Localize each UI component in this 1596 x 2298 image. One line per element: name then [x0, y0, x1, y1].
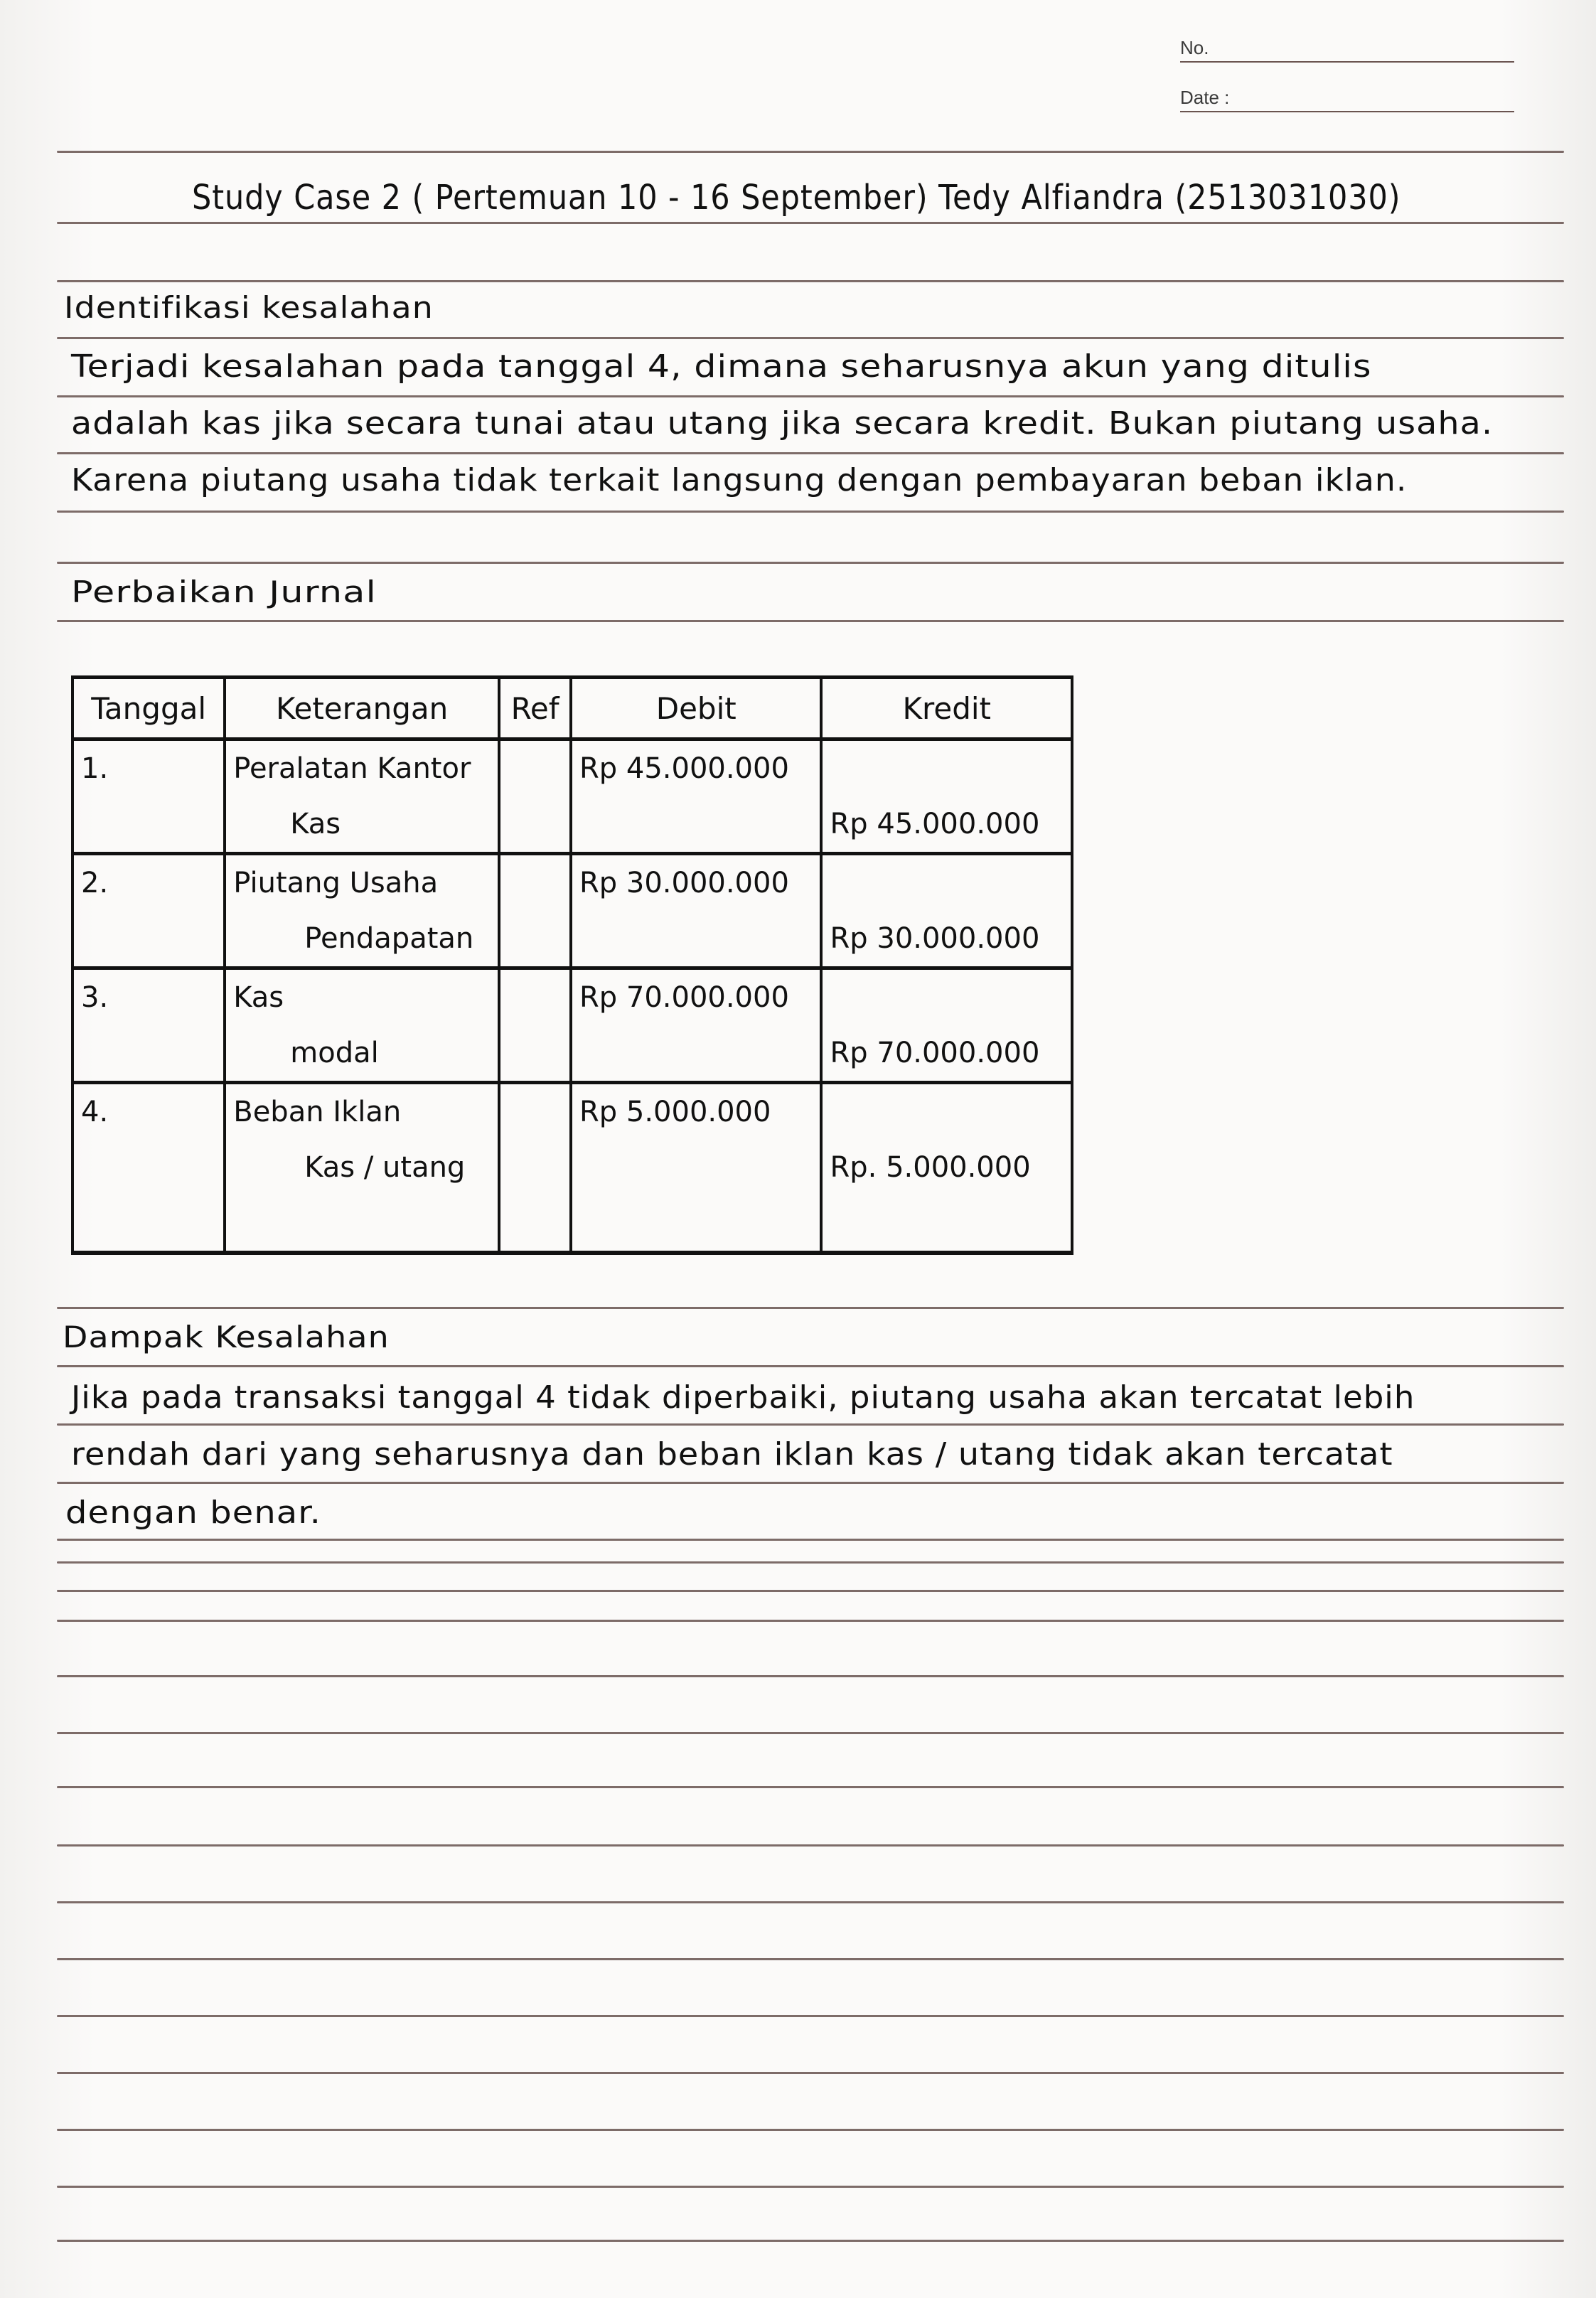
- journal-row-blank: [73, 1195, 1072, 1253]
- journal-row-credit: [73, 796, 1072, 854]
- journal-row-credit: [73, 1140, 1072, 1195]
- page-number-field: [1180, 37, 1209, 59]
- debit-empty: [571, 1025, 821, 1083]
- entry-date: 2.: [73, 854, 225, 912]
- date-empty: [73, 911, 225, 968]
- kredit-empty: [821, 854, 1072, 912]
- debit-empty: [571, 911, 821, 968]
- kredit-amount: Rp 45.000.000: [821, 796, 1072, 854]
- identification-heading: Identifikasi kesalahan: [64, 290, 434, 325]
- impact-heading: Dampak Kesalahan: [63, 1320, 390, 1354]
- kredit-amount: Rp. 5.000.000: [821, 1140, 1072, 1195]
- debit-amount: Rp 70.000.000: [571, 968, 821, 1026]
- debit-empty: [571, 1140, 821, 1195]
- kredit-amount: Rp 30.000.000: [821, 911, 1072, 968]
- debit-account: Piutang Usaha: [225, 854, 499, 912]
- ref-empty: [499, 1140, 571, 1195]
- ref-cell: [499, 1083, 571, 1140]
- journal-row-credit: [73, 1025, 1072, 1083]
- debit-account: Peralatan Kantor: [225, 739, 499, 797]
- date-label: Date :: [1180, 87, 1230, 108]
- credit-account: Kas: [225, 796, 499, 854]
- date-empty: [73, 1025, 225, 1083]
- credit-account: Pendapatan: [225, 911, 499, 968]
- journal-row-debit: [73, 968, 1072, 1026]
- impact-line-3: dengan benar.: [65, 1495, 321, 1531]
- kredit-empty: [821, 968, 1072, 1026]
- credit-account: modal: [225, 1025, 499, 1083]
- debit-amount: Rp 45.000.000: [571, 739, 821, 797]
- ref-cell: [499, 854, 571, 912]
- entry-date: 1.: [73, 739, 225, 797]
- journal-table: [71, 675, 1073, 1255]
- debit-amount: Rp 30.000.000: [571, 854, 821, 912]
- identification-line-3: Karena piutang usaha tidak terkait langsung dengan pembayaran beban iklan.: [71, 462, 1408, 498]
- kredit-empty: [821, 739, 1072, 797]
- date-empty: [73, 796, 225, 854]
- date-field: [1180, 87, 1229, 109]
- credit-account: Kas / utang: [225, 1140, 499, 1195]
- journal-row-debit: [73, 739, 1072, 797]
- identification-line-2: adalah kas jika secara tunai atau utang jika secara kredit. Bukan piutang usaha.: [71, 405, 1494, 442]
- column-header-kredit: Kredit: [821, 678, 1072, 739]
- date-line: [1180, 111, 1514, 112]
- date-empty: [73, 1140, 225, 1195]
- ref-empty: [499, 911, 571, 968]
- debit-account: Beban Iklan: [225, 1083, 499, 1140]
- ref-empty: [499, 796, 571, 854]
- column-header-tanggal: Tanggal: [73, 678, 225, 739]
- impact-line-2: rendah dari yang seharusnya dan beban iklan kas / utang tidak akan tercatat: [71, 1436, 1393, 1473]
- journal-row-debit: [73, 854, 1072, 912]
- column-header-debit: Debit: [571, 678, 821, 739]
- ref-cell: [499, 968, 571, 1026]
- debit-account: Kas: [225, 968, 499, 1026]
- correction-heading: Perbaikan Jurnal: [71, 574, 377, 609]
- entry-date: 3.: [73, 968, 225, 1026]
- entry-date: 4.: [73, 1083, 225, 1140]
- kredit-empty: [821, 1083, 1072, 1140]
- column-header-ref: Ref: [499, 678, 571, 739]
- debit-empty: [571, 796, 821, 854]
- column-header-keterangan: Keterangan: [225, 678, 499, 739]
- page-title: Study Case 2 ( Pertemuan 10 - 16 September) Tedy Alfiandra (2513031030): [192, 178, 1401, 218]
- ref-cell: [499, 739, 571, 797]
- page-number-line: [1180, 61, 1514, 63]
- ref-empty: [499, 1025, 571, 1083]
- journal-row-credit: [73, 911, 1072, 968]
- identification-line-1: Terjadi kesalahan pada tanggal 4, dimana seharusnya akun yang ditulis: [71, 348, 1372, 385]
- kredit-amount: Rp 70.000.000: [821, 1025, 1072, 1083]
- page-number-label: No.: [1180, 37, 1209, 58]
- journal-header-row: [73, 678, 1072, 739]
- impact-line-1: Jika pada transaksi tanggal 4 tidak diperbaiki, piutang usaha akan tercatat lebih: [71, 1379, 1415, 1416]
- journal-row-debit: [73, 1083, 1072, 1140]
- debit-amount: Rp 5.000.000: [571, 1083, 821, 1140]
